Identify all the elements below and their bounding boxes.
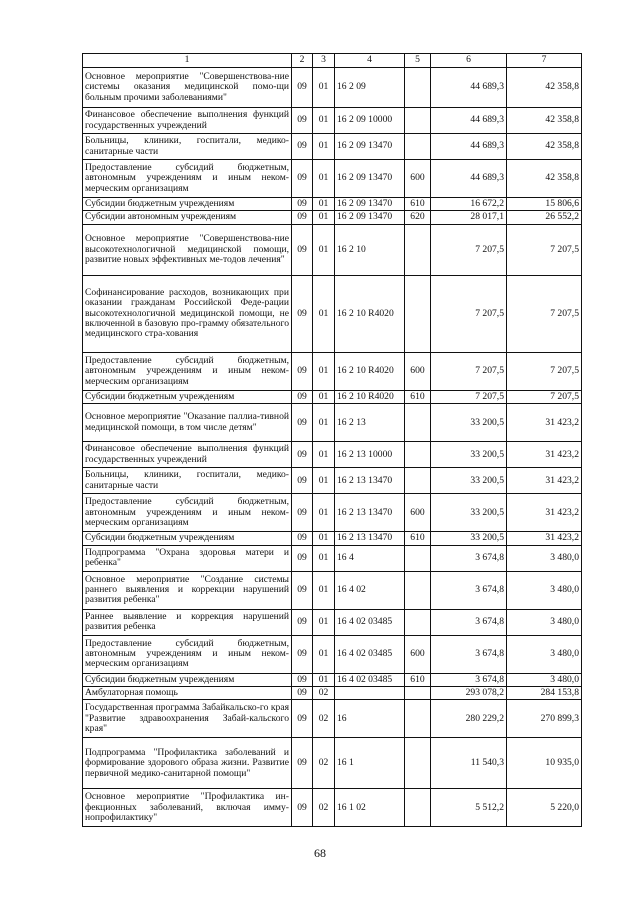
- table-row: [83, 352, 582, 390]
- amount-col7-cell: 42 358,8: [507, 134, 582, 160]
- row-name-cell: Финансовое обеспечение выполнения функций государственных учреждений: [83, 108, 292, 134]
- amount-col7-cell: 26 552,2: [507, 211, 582, 224]
- amount-col6-cell: 44 689,3: [431, 160, 507, 198]
- target-article-cell: 16 4 02 03485: [335, 635, 405, 673]
- expense-type-cell: [405, 545, 431, 571]
- section-code-cell: 09: [292, 789, 313, 827]
- target-article-cell: 16 2 09 13470: [335, 198, 405, 211]
- target-article-cell: 16 2 13 13470: [335, 494, 405, 532]
- target-article-cell: 16: [335, 700, 405, 738]
- target-article-cell: 16 2 10 R4020: [335, 390, 405, 403]
- amount-col6-cell: 280 229,2: [431, 700, 507, 738]
- subsection-code-cell: 01: [313, 134, 335, 160]
- amount-col7-cell: 7 207,5: [507, 352, 582, 390]
- budget-table: [82, 53, 582, 827]
- row-name-cell: Софинансирование расходов, возникающих при оказании гражданам Российской Феде-рации высокотехнологичной медицинской помощи, не включенной в базовую про-грамму обязательного медицинского стра-хования: [83, 275, 292, 352]
- subsection-code-cell: 01: [313, 404, 335, 442]
- amount-col6-cell: 3 674,8: [431, 609, 507, 635]
- section-code-cell: 09: [292, 211, 313, 224]
- expense-type-cell: [405, 700, 431, 738]
- expense-type-cell: [405, 224, 431, 275]
- row-name-cell: Предоставление субсидий бюджетным, автономным учреждениям и иным неком-мерческим организациям: [83, 160, 292, 198]
- amount-col6-cell: 3 674,8: [431, 673, 507, 686]
- page-number: 68: [314, 846, 326, 860]
- section-code-cell: 09: [292, 442, 313, 468]
- target-article-cell: 16 2 13 13470: [335, 468, 405, 494]
- amount-col7-cell: 3 480,0: [507, 571, 582, 609]
- section-code-cell: 09: [292, 198, 313, 211]
- table-row: [83, 789, 582, 827]
- table-row: [83, 442, 582, 468]
- expense-type-cell: 610: [405, 198, 431, 211]
- expense-type-cell: 610: [405, 390, 431, 403]
- section-code-cell: 09: [292, 160, 313, 198]
- amount-col7-cell: 3 480,0: [507, 673, 582, 686]
- section-code-cell: 09: [292, 468, 313, 494]
- column-header: 1: [83, 54, 292, 68]
- target-article-cell: 16 2 09 13470: [335, 160, 405, 198]
- target-article-cell: 16 2 09 13470: [335, 211, 405, 224]
- target-article-cell: 16 4: [335, 545, 405, 571]
- amount-col6-cell: 5 512,2: [431, 789, 507, 827]
- subsection-code-cell: 01: [313, 390, 335, 403]
- subsection-code-cell: 02: [313, 687, 335, 700]
- amount-col6-cell: 44 689,3: [431, 134, 507, 160]
- expense-type-cell: 600: [405, 494, 431, 532]
- table-row: [83, 134, 582, 160]
- table-row: [83, 609, 582, 635]
- amount-col7-cell: 3 480,0: [507, 545, 582, 571]
- target-article-cell: 16 2 09 10000: [335, 108, 405, 134]
- row-name-cell: Больницы, клиники, госпитали, медико-санитарные части: [83, 134, 292, 160]
- amount-col6-cell: 3 674,8: [431, 571, 507, 609]
- header-row: [83, 54, 582, 68]
- table-row: [83, 390, 582, 403]
- amount-col6-cell: 44 689,3: [431, 108, 507, 134]
- subsection-code-cell: 01: [313, 468, 335, 494]
- target-article-cell: 16 2 13: [335, 404, 405, 442]
- table-row: [83, 160, 582, 198]
- table-row: [83, 198, 582, 211]
- table-row: [83, 494, 582, 532]
- amount-col6-cell: 11 540,3: [431, 738, 507, 789]
- target-article-cell: 16 4 02: [335, 571, 405, 609]
- subsection-code-cell: 01: [313, 545, 335, 571]
- expense-type-cell: 600: [405, 352, 431, 390]
- amount-col6-cell: 7 207,5: [431, 275, 507, 352]
- row-name-cell: Основное мероприятие "Профилактика ин-фекционных заболеваний, включая имму-нопрофилактику": [83, 789, 292, 827]
- amount-col6-cell: 33 200,5: [431, 532, 507, 545]
- column-header: 3: [313, 54, 335, 68]
- section-code-cell: 09: [292, 68, 313, 108]
- section-code-cell: 09: [292, 738, 313, 789]
- section-code-cell: 09: [292, 224, 313, 275]
- subsection-code-cell: 01: [313, 211, 335, 224]
- amount-col7-cell: 15 806,6: [507, 198, 582, 211]
- amount-col6-cell: 33 200,5: [431, 404, 507, 442]
- amount-col6-cell: 3 674,8: [431, 635, 507, 673]
- subsection-code-cell: 01: [313, 442, 335, 468]
- expense-type-cell: 610: [405, 673, 431, 686]
- amount-col7-cell: 284 153,8: [507, 687, 582, 700]
- target-article-cell: 16 2 09: [335, 68, 405, 108]
- row-name-cell: Больницы, клиники, госпитали, медико-санитарные части: [83, 468, 292, 494]
- column-header: 6: [431, 54, 507, 68]
- subsection-code-cell: 01: [313, 198, 335, 211]
- amount-col7-cell: 7 207,5: [507, 390, 582, 403]
- amount-col7-cell: 31 423,2: [507, 468, 582, 494]
- table-row: [83, 468, 582, 494]
- column-header: 2: [292, 54, 313, 68]
- table-body: [83, 68, 582, 827]
- subsection-code-cell: 01: [313, 224, 335, 275]
- expense-type-cell: 620: [405, 211, 431, 224]
- amount-col7-cell: 10 935,0: [507, 738, 582, 789]
- amount-col6-cell: 28 017,1: [431, 211, 507, 224]
- row-name-cell: Основное мероприятие "Совершенствова-ние системы оказания медицинской помо-щи больным прочими заболеваниями": [83, 68, 292, 108]
- amount-col6-cell: 16 672,2: [431, 198, 507, 211]
- column-header: 7: [507, 54, 582, 68]
- target-article-cell: 16 2 13 10000: [335, 442, 405, 468]
- table-row: [83, 635, 582, 673]
- table-row: [83, 275, 582, 352]
- section-code-cell: 09: [292, 134, 313, 160]
- amount-col6-cell: 7 207,5: [431, 390, 507, 403]
- row-name-cell: Субсидии бюджетным учреждениям: [83, 390, 292, 403]
- amount-col6-cell: 3 674,8: [431, 545, 507, 571]
- table-row: [83, 404, 582, 442]
- amount-col7-cell: 42 358,8: [507, 108, 582, 134]
- row-name-cell: Субсидии бюджетным учреждениям: [83, 532, 292, 545]
- table-row: [83, 545, 582, 571]
- target-article-cell: 16 2 10: [335, 224, 405, 275]
- subsection-code-cell: 01: [313, 635, 335, 673]
- section-code-cell: 09: [292, 494, 313, 532]
- expense-type-cell: [405, 404, 431, 442]
- row-name-cell: Финансовое обеспечение выполнения функций государственных учреждений: [83, 442, 292, 468]
- amount-col6-cell: 33 200,5: [431, 494, 507, 532]
- amount-col7-cell: 42 358,8: [507, 160, 582, 198]
- target-article-cell: 16 1 02: [335, 789, 405, 827]
- expense-type-cell: [405, 687, 431, 700]
- table-row: [83, 738, 582, 789]
- subsection-code-cell: 01: [313, 494, 335, 532]
- row-name-cell: Основное мероприятие "Создание системы раннего выявления и коррекции нарушений развития ребенка": [83, 571, 292, 609]
- amount-col6-cell: 7 207,5: [431, 352, 507, 390]
- expense-type-cell: [405, 68, 431, 108]
- expense-type-cell: [405, 134, 431, 160]
- expense-type-cell: 600: [405, 160, 431, 198]
- subsection-code-cell: 02: [313, 700, 335, 738]
- column-header: 5: [405, 54, 431, 68]
- table-row: [83, 700, 582, 738]
- expense-type-cell: [405, 468, 431, 494]
- expense-type-cell: [405, 738, 431, 789]
- amount-col7-cell: 5 220,0: [507, 789, 582, 827]
- section-code-cell: 09: [292, 390, 313, 403]
- section-code-cell: 09: [292, 545, 313, 571]
- row-name-cell: Предоставление субсидий бюджетным, автономным учреждениям и иным неком-мерческим организациям: [83, 352, 292, 390]
- row-name-cell: Субсидии бюджетным учреждениям: [83, 198, 292, 211]
- section-code-cell: 09: [292, 635, 313, 673]
- section-code-cell: 09: [292, 275, 313, 352]
- section-code-cell: 09: [292, 700, 313, 738]
- target-article-cell: 16 1: [335, 738, 405, 789]
- row-name-cell: Подпрограмма "Профилактика заболеваний и формирование здорового образа жизни. Развитие первичной медико-санитарной помощи": [83, 738, 292, 789]
- subsection-code-cell: 01: [313, 68, 335, 108]
- target-article-cell: 16 2 10 R4020: [335, 275, 405, 352]
- expense-type-cell: [405, 108, 431, 134]
- row-name-cell: Предоставление субсидий бюджетным, автономным учреждениям и иным неком-мерческим организациям: [83, 635, 292, 673]
- target-article-cell: 16 4 02 03485: [335, 609, 405, 635]
- amount-col7-cell: 270 899,3: [507, 700, 582, 738]
- section-code-cell: 09: [292, 687, 313, 700]
- expense-type-cell: [405, 571, 431, 609]
- row-name-cell: Государственная программа Забайкальско-го края "Развитие здравоохранения Забай-кальского края": [83, 700, 292, 738]
- row-name-cell: Субсидии автономным учреждениям: [83, 211, 292, 224]
- amount-col6-cell: 33 200,5: [431, 442, 507, 468]
- table-row: [83, 673, 582, 686]
- expense-type-cell: [405, 442, 431, 468]
- table-row: [83, 224, 582, 275]
- amount-col7-cell: 42 358,8: [507, 68, 582, 108]
- subsection-code-cell: 01: [313, 352, 335, 390]
- amount-col7-cell: 7 207,5: [507, 275, 582, 352]
- table-row: [83, 211, 582, 224]
- amount-col7-cell: 31 423,2: [507, 494, 582, 532]
- row-name-cell: Раннее выявление и коррекция нарушений развития ребенка: [83, 609, 292, 635]
- amount-col7-cell: 3 480,0: [507, 609, 582, 635]
- subsection-code-cell: 01: [313, 532, 335, 545]
- amount-col6-cell: 33 200,5: [431, 468, 507, 494]
- row-name-cell: Субсидии бюджетным учреждениям: [83, 673, 292, 686]
- table-row: [83, 68, 582, 108]
- amount-col6-cell: 293 078,2: [431, 687, 507, 700]
- subsection-code-cell: 01: [313, 160, 335, 198]
- section-code-cell: 09: [292, 108, 313, 134]
- table-row: [83, 687, 582, 700]
- table-row: [83, 532, 582, 545]
- section-code-cell: 09: [292, 609, 313, 635]
- section-code-cell: 09: [292, 352, 313, 390]
- amount-col6-cell: 7 207,5: [431, 224, 507, 275]
- subsection-code-cell: 02: [313, 789, 335, 827]
- table-row: [83, 571, 582, 609]
- target-article-cell: 16 2 10 R4020: [335, 352, 405, 390]
- section-code-cell: 09: [292, 404, 313, 442]
- row-name-cell: Амбулаторная помощь: [83, 687, 292, 700]
- expense-type-cell: 600: [405, 635, 431, 673]
- target-article-cell: 16 2 13 13470: [335, 532, 405, 545]
- expense-type-cell: [405, 275, 431, 352]
- expense-type-cell: [405, 789, 431, 827]
- section-code-cell: 09: [292, 532, 313, 545]
- section-code-cell: 09: [292, 673, 313, 686]
- amount-col7-cell: 3 480,0: [507, 635, 582, 673]
- subsection-code-cell: 01: [313, 571, 335, 609]
- row-name-cell: Предоставление субсидий бюджетным, автономным учреждениям и иным неком-мерческим организациям: [83, 494, 292, 532]
- expense-type-cell: [405, 609, 431, 635]
- amount-col6-cell: 44 689,3: [431, 68, 507, 108]
- expense-type-cell: 610: [405, 532, 431, 545]
- table-row: [83, 108, 582, 134]
- subsection-code-cell: 01: [313, 673, 335, 686]
- subsection-code-cell: 01: [313, 108, 335, 134]
- subsection-code-cell: 01: [313, 275, 335, 352]
- amount-col7-cell: 7 207,5: [507, 224, 582, 275]
- target-article-cell: 16 4 02 03485: [335, 673, 405, 686]
- row-name-cell: Основное мероприятие "Оказание паллиа-тивной медицинской помощи, в том числе детям": [83, 404, 292, 442]
- amount-col7-cell: 31 423,2: [507, 532, 582, 545]
- section-code-cell: 09: [292, 571, 313, 609]
- subsection-code-cell: 01: [313, 609, 335, 635]
- target-article-cell: 16 2 09 13470: [335, 134, 405, 160]
- column-header: 4: [335, 54, 405, 68]
- row-name-cell: Основное мероприятие "Совершенствова-ние высокотехнологичной медицинской помощи, развитие новых эффективных ме-тодов лечения": [83, 224, 292, 275]
- amount-col7-cell: 31 423,2: [507, 404, 582, 442]
- amount-col7-cell: 31 423,2: [507, 442, 582, 468]
- subsection-code-cell: 02: [313, 738, 335, 789]
- row-name-cell: Подпрограмма "Охрана здоровья матери и ребенка": [83, 545, 292, 571]
- target-article-cell: [335, 687, 405, 700]
